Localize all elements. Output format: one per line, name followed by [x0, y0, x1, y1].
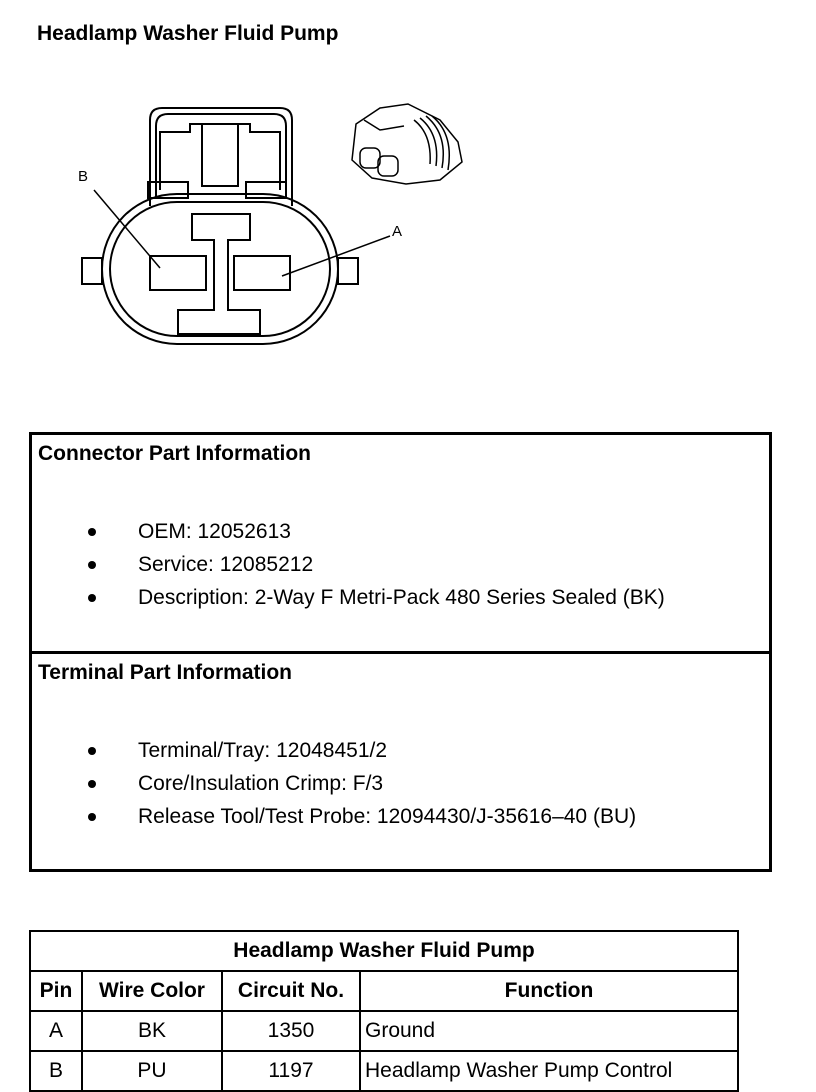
list-item: [88, 800, 636, 833]
column-header-pin: Pin: [30, 971, 82, 1011]
terminal-info-box: [29, 651, 772, 872]
list-item-text: Release Tool/Test Probe: 12094430/J-35616–40 (BU): [138, 805, 637, 828]
list-item-text: Description: 2-Way F Metri-Pack 480 Series Sealed (BK): [138, 586, 665, 609]
bullet-icon: [88, 813, 96, 821]
pin-table-caption: Headlamp Washer Fluid Pump: [30, 931, 738, 971]
bullet-icon: [88, 747, 96, 755]
cell-pin: A: [30, 1011, 82, 1051]
connector-diagram: [60, 90, 480, 360]
bullet-icon: [88, 561, 96, 569]
list-item: [88, 734, 636, 767]
column-header-wire-color: Wire Color: [82, 971, 222, 1011]
cell-circuit-no: 1350: [222, 1011, 360, 1051]
connector-iso-icon: [352, 104, 462, 184]
cell-function: Headlamp Washer Pump Control: [360, 1051, 738, 1091]
list-item-text: Core/Insulation Crimp: F/3: [138, 772, 384, 795]
connector-face-drawing: [82, 108, 390, 344]
list-item-text: OEM: 12052613: [138, 520, 291, 543]
list-item-text: Service: 12085212: [138, 553, 314, 576]
pin-a-label: A: [392, 223, 403, 240]
pin-b-label: B: [78, 168, 89, 185]
terminal-info-list: [88, 734, 636, 833]
bullet-icon: [88, 780, 96, 788]
cell-circuit-no: 1197: [222, 1051, 360, 1091]
cell-function: Ground: [360, 1011, 738, 1051]
list-item: [88, 548, 665, 581]
cell-pin: B: [30, 1051, 82, 1091]
cell-wire-color: PU: [82, 1051, 222, 1091]
bullet-icon: [88, 594, 96, 602]
table-caption-row: [30, 931, 738, 971]
connector-info-heading: Connector Part Information: [38, 442, 312, 465]
bullet-icon: [88, 528, 96, 536]
column-header-circuit-no: Circuit No.: [222, 971, 360, 1011]
list-item-text: Terminal/Tray: 12048451/2: [138, 739, 388, 762]
connector-info-box: [29, 432, 772, 654]
terminal-info-heading: Terminal Part Information: [38, 661, 292, 684]
cell-wire-color: BK: [82, 1011, 222, 1051]
table-header-row: [30, 971, 738, 1011]
table-row: [30, 1011, 738, 1051]
list-item: [88, 767, 636, 800]
page-title: Headlamp Washer Fluid Pump: [37, 22, 339, 45]
pin-table: [29, 930, 739, 1092]
list-item: [88, 581, 665, 614]
column-header-function: Function: [360, 971, 738, 1011]
connector-info-list: [88, 515, 665, 614]
list-item: [88, 515, 665, 548]
table-row: [30, 1051, 738, 1091]
